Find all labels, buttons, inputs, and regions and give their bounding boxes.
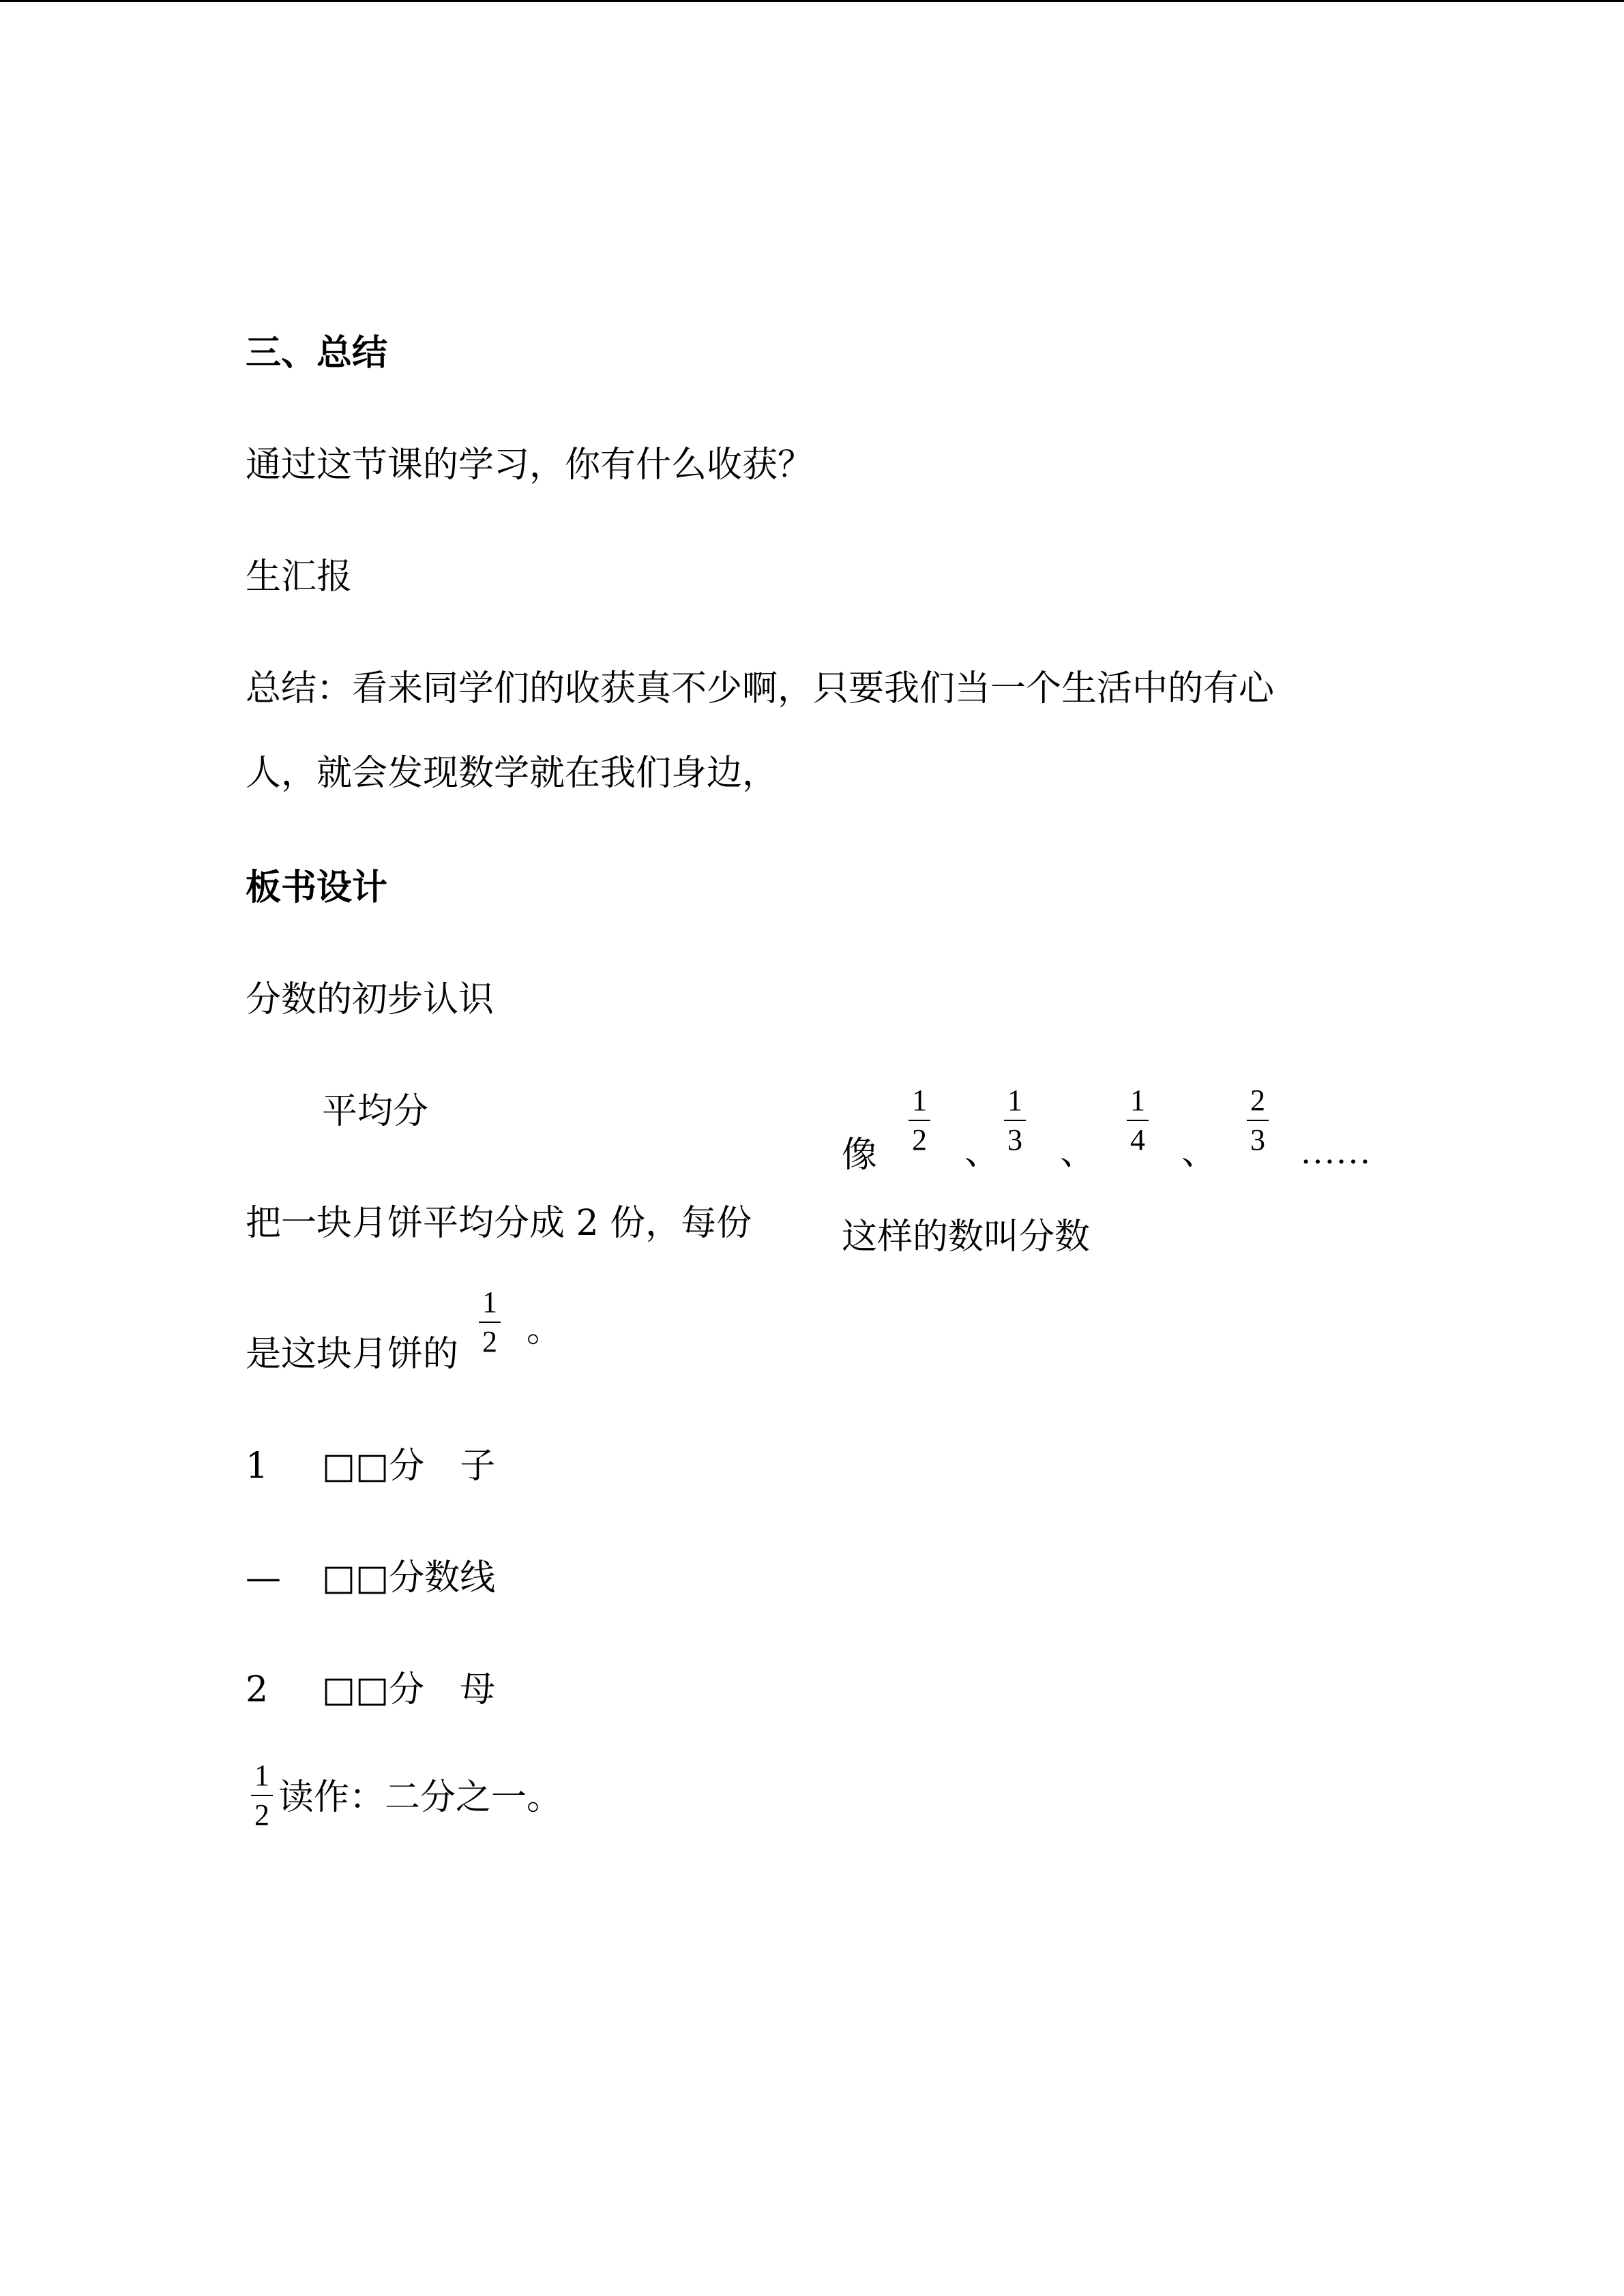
- fraction-part-line-symbol: —: [246, 1557, 281, 1598]
- fraction-part-numerator-label: □□分 子: [322, 1446, 496, 1487]
- paragraph-student-report: 生汇报: [246, 556, 353, 597]
- fraction-numerator: 1: [482, 1285, 497, 1319]
- paragraph-summary-line1: 总结：看来同学们的收获真不少啊，只要我们当一个生活中的有心: [246, 668, 1275, 709]
- fraction-numerator: 1: [1007, 1084, 1022, 1117]
- fraction-bar: [909, 1120, 930, 1121]
- board-design-heading: 板书设计: [246, 867, 388, 908]
- example-separator-2: 、: [1060, 1132, 1096, 1173]
- fraction-bar: [251, 1795, 273, 1796]
- paragraph-summary-line2: 人，就会发现数学就在我们身边，: [246, 753, 778, 794]
- fraction-bar: [479, 1322, 501, 1323]
- board-mooncake-period: 。: [527, 1309, 563, 1350]
- examples-prefix: 像: [842, 1135, 878, 1176]
- section-heading-summary: 三、总结: [246, 332, 388, 374]
- fraction-denominator: 2: [254, 1798, 269, 1832]
- board-title: 分数的初步认识: [246, 979, 494, 1020]
- fraction-bar: [1004, 1120, 1026, 1121]
- fraction-part-denominator-label: □□分 母: [322, 1669, 496, 1710]
- fraction-denominator: 2: [912, 1123, 927, 1157]
- example-separator-1: 、: [964, 1132, 1001, 1173]
- example-fraction-2: [1003, 1084, 1027, 1157]
- fraction-denominator: 3: [1250, 1123, 1265, 1157]
- example-fraction-1: [907, 1084, 932, 1157]
- example-fraction-3: [1125, 1084, 1150, 1157]
- example-separator-3: 、: [1181, 1132, 1217, 1173]
- fraction-numerator: 1: [254, 1759, 269, 1792]
- fraction-denominator: 4: [1130, 1123, 1145, 1157]
- fraction-numerator: 1: [1130, 1084, 1145, 1117]
- examples-conclusion: 这样的数叫分数: [842, 1217, 1091, 1257]
- board-average-label: 平均分: [322, 1091, 429, 1132]
- fraction-bar: [1247, 1120, 1269, 1121]
- paragraph-question: 通过这节课的学习，你有什么收获？: [246, 445, 814, 486]
- fraction-denominator: 3: [1007, 1123, 1022, 1157]
- page-top-border: [0, 0, 1624, 2]
- board-mooncake-line2: 是这块月饼的: [246, 1334, 459, 1375]
- fraction-part-numerator-symbol: 1: [246, 1446, 269, 1487]
- fraction-bar: [1127, 1120, 1149, 1121]
- board-mooncake-line1: 把一块月饼平均分成 2 份，每份: [246, 1203, 752, 1244]
- fraction-part-line-label: □□分数线: [322, 1557, 496, 1598]
- fraction-one-half: [477, 1286, 502, 1358]
- fraction-denominator: 2: [482, 1325, 497, 1358]
- fraction-part-denominator-symbol: 2: [246, 1669, 269, 1710]
- fraction-numerator: 1: [912, 1084, 927, 1117]
- fraction-reading-text: 读作：二分之一。: [278, 1777, 563, 1818]
- examples-ellipsis: ……: [1300, 1133, 1371, 1172]
- fraction-reading-one-half: [250, 1759, 274, 1832]
- fraction-numerator: 2: [1250, 1084, 1265, 1117]
- example-fraction-4: [1245, 1084, 1270, 1157]
